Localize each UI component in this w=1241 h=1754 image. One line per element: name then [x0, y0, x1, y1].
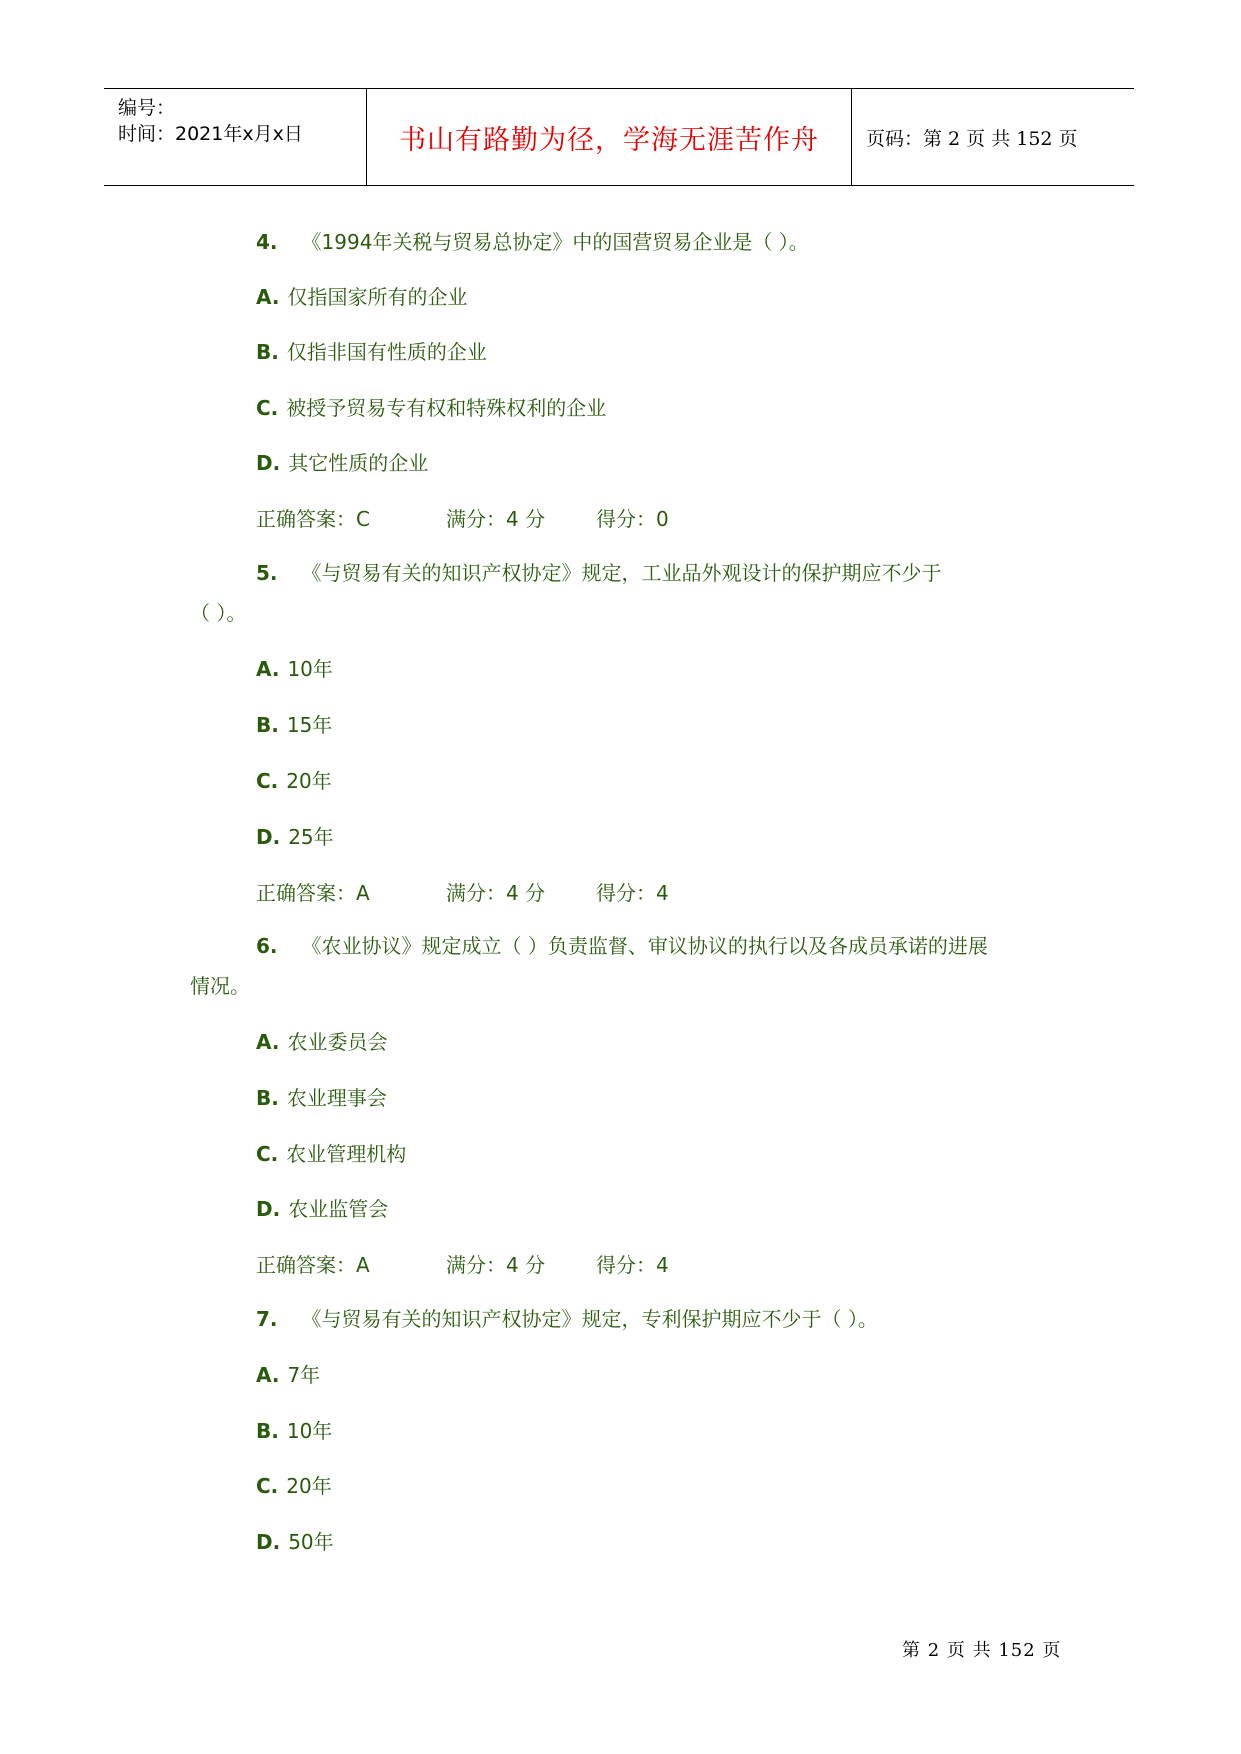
- code-label: 编号：: [118, 97, 176, 119]
- option-letter: B.: [256, 340, 279, 364]
- option-text: 其它性质的企业: [288, 451, 429, 475]
- question-number: 7.: [256, 1307, 278, 1331]
- option-text: 农业理事会: [286, 1086, 387, 1110]
- answer-option: [256, 1470, 332, 1499]
- question-text: 《与贸易有关的知识产权协定》规定，工业品外观设计的保护期应不少于: [301, 561, 942, 585]
- option-letter: B.: [256, 713, 279, 737]
- option-letter: C.: [256, 1474, 279, 1498]
- answer-option: [256, 1138, 406, 1167]
- option-letter: C.: [256, 396, 279, 420]
- time-label: 时间：2021年x月x日: [118, 123, 303, 145]
- answer-option: [256, 1526, 334, 1555]
- question-stem: [256, 1303, 878, 1332]
- option-letter: D.: [256, 825, 281, 849]
- motto: 书山有路勤为径，学海无涯苦作舟: [399, 124, 819, 156]
- full-score: 满分：4 分: [446, 507, 546, 531]
- page-footer: 第 2 页 共 152 页: [902, 1640, 1062, 1661]
- answer-option: [256, 447, 428, 476]
- answer-option: [256, 1082, 387, 1111]
- option-text: 10年: [286, 1419, 333, 1443]
- option-text: 25年: [288, 825, 334, 849]
- score: 得分：4: [596, 1253, 669, 1277]
- option-text: 20年: [286, 1474, 332, 1498]
- question-text-continued: （ ）。: [190, 601, 247, 625]
- answer-option: [256, 336, 487, 365]
- answer-line: [256, 1249, 669, 1278]
- page-header: [104, 88, 1134, 186]
- option-letter: A.: [256, 1030, 280, 1054]
- page-info: 页码：第 2 页 共 152 页: [866, 127, 1078, 150]
- option-text: 7年: [287, 1363, 321, 1387]
- answer-option: [256, 1193, 388, 1222]
- full-score: 满分：4 分: [446, 881, 546, 905]
- header-motto-cell: [366, 89, 852, 185]
- answer-option: [256, 1415, 332, 1444]
- full-score: 满分：4 分: [446, 1253, 546, 1277]
- header-page-cell: [852, 89, 1134, 185]
- score: 得分：0: [596, 507, 669, 531]
- answer-line: [256, 503, 669, 532]
- option-letter: A.: [256, 1363, 280, 1387]
- option-text: 仅指国家所有的企业: [287, 285, 468, 309]
- option-letter: B.: [256, 1086, 279, 1110]
- answer-option: [256, 281, 467, 310]
- answer-option: [256, 1026, 387, 1055]
- question-text: 《1994年关税与贸易总协定》中的国营贸易企业是（ ）。: [301, 230, 809, 254]
- option-text: 50年: [288, 1530, 334, 1554]
- header-meta: [104, 89, 366, 185]
- answer-option: [256, 821, 334, 850]
- option-letter: B.: [256, 1419, 279, 1443]
- answer-option: [256, 709, 332, 738]
- option-text: 被授予贸易专有权和特殊权利的企业: [286, 396, 607, 420]
- correct-answer: 正确答案：A: [256, 1253, 370, 1277]
- answer-option: [256, 392, 606, 421]
- correct-answer: 正确答案：C: [256, 507, 370, 531]
- option-text: 农业管理机构: [286, 1142, 407, 1166]
- answer-option: [256, 653, 333, 682]
- answer-line: [256, 877, 669, 906]
- option-letter: A.: [256, 657, 280, 681]
- option-letter: D.: [256, 1530, 281, 1554]
- question-number: 6.: [256, 934, 278, 958]
- question-text: 《农业协议》规定成立（ ）负责监督、审议协议的执行以及各成员承诺的进展: [301, 934, 988, 958]
- option-text: 10年: [287, 657, 333, 681]
- option-text: 农业委员会: [287, 1030, 388, 1054]
- question-text: 《与贸易有关的知识产权协定》规定，专利保护期应不少于（ ）。: [301, 1307, 878, 1331]
- answer-option: [256, 765, 332, 794]
- option-text: 20年: [286, 769, 332, 793]
- score: 得分：4: [596, 881, 669, 905]
- option-letter: D.: [256, 451, 281, 475]
- question-stem: [256, 930, 988, 959]
- option-letter: A.: [256, 285, 280, 309]
- question-stem: [256, 226, 809, 255]
- option-text: 15年: [286, 713, 333, 737]
- question-number: 4.: [256, 230, 278, 254]
- option-letter: C.: [256, 769, 279, 793]
- option-letter: C.: [256, 1142, 279, 1166]
- option-text: 仅指非国有性质的企业: [286, 340, 487, 364]
- question-stem: [256, 557, 942, 586]
- question-text-continued: 情况。: [190, 974, 250, 998]
- correct-answer: 正确答案：A: [256, 881, 370, 905]
- option-letter: D.: [256, 1197, 281, 1221]
- option-text: 农业监管会: [288, 1197, 389, 1221]
- question-number: 5.: [256, 561, 278, 585]
- answer-option: [256, 1359, 320, 1388]
